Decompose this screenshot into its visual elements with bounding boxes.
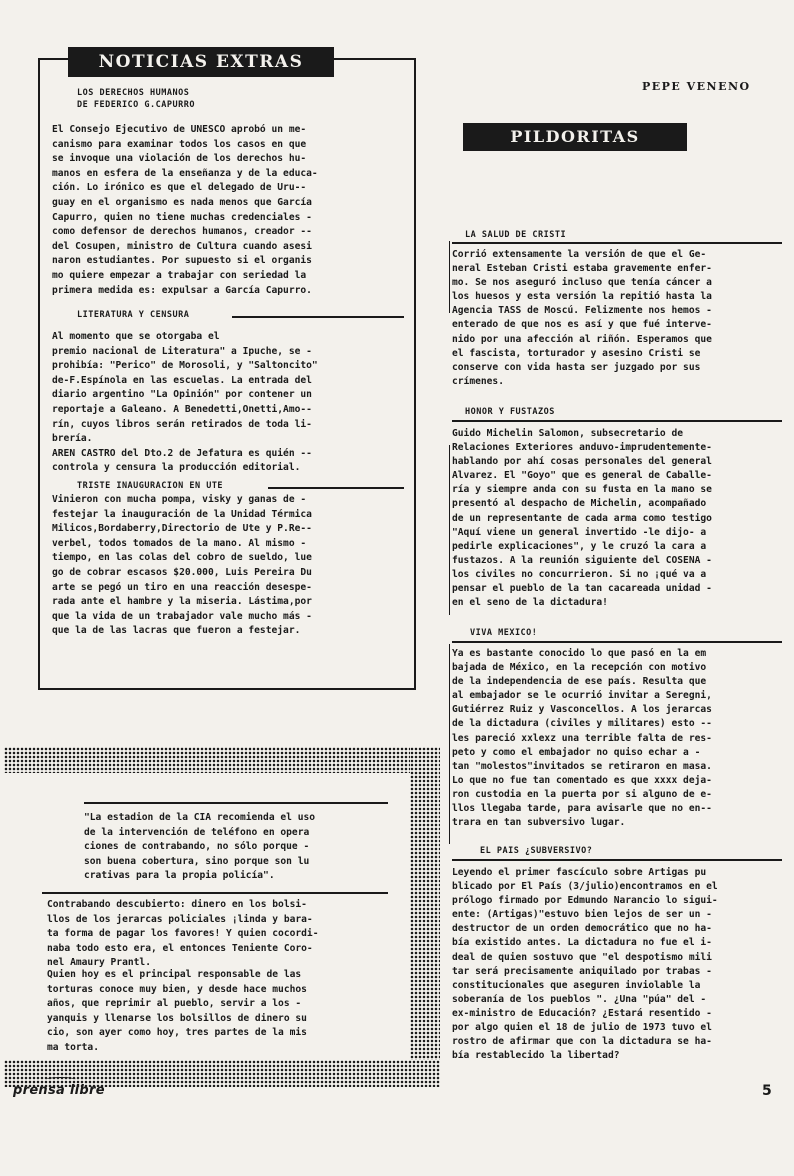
quote-rule-top xyxy=(84,802,388,804)
article1-title-line2: DE FEDERICO G.CAPURRO xyxy=(77,100,195,110)
article2-title: LITERATURA Y CENSURA xyxy=(77,310,190,320)
right-article1-rule xyxy=(452,242,782,244)
article2-body: Al momento que se otorgaba el premio nacional de Literatura" a Ipuche, se - prohibía: "Perico" de Morosoli, y "Saltoncito" de-F.Espínola en las escuelas. La entrada del diario argentino "La Opinión" por contener un reportaje a Galeano. A Benedetti,Onetti,Amo-- rín, cuyos libros serán retirados de toda li- brería. AREN CASTRO del Dto.2 de Jefatura es quién -- controla y censura la producción editorial. xyxy=(52,331,318,474)
torturas-paragraph: Quien hoy es el principal responsable de las torturas conoce muy bien, y desde hace muchos años, que reprimir al pueblo, servir a los - yanquis y llenarse los bolsillos de dinero su cio, son ayer como hoy, tres partes de la mis ma torta. xyxy=(47,969,307,1053)
right-article2-title: HONOR Y FUSTAZOS xyxy=(465,407,555,417)
halftone-border-right xyxy=(410,747,440,1087)
right-article1-body: Corrió extensamente la versión de que el Ge- neral Esteban Cristi estaba gravemente enfer- mo. Se nos aseguró incluso que tenía cáncer a los huesos y esta versión la repitió hasta la Agencia TASS de Moscú. Felizmente nos hemos - enterado de que nos es así y que fué interve- nido por una afección al riñón. Esperamos que el fascista, torturador y asesino Cristi se conserve con vida hasta ser juzgado por sus crímenes. xyxy=(452,249,712,387)
article1-title-line1: LOS DERECHOS HUMANOS xyxy=(77,88,190,98)
right-article2-body: Guido Michelin Salomon, subsecretario de Relaciones Exteriores anduvo-imprudentemente- hablando por ahí cosas personales del general Alvarez. El "Goyo" que es general de Caballe- ría y siempre anda con su fusta en la mano se presentó al despacho de Michelin, acompañado de un representante de cada arma como testigo "Aquí viene un general invertido -le dijo- a pedirle explicaciones", y le cruzó la cara a fustazos. A la reunión siguiente del COSENA - los civiles no concurrieron. Si no ¡qué va a pensar el pueblo de la tan cacareada unidad - en el seno de la dictadura! xyxy=(452,428,712,609)
right-article2-rule xyxy=(452,420,782,422)
noticias-banner: NOTICIAS EXTRAS xyxy=(68,47,334,77)
quote-rule-bottom xyxy=(42,892,388,894)
right-vrule-2 xyxy=(449,445,450,615)
cia-quote: "La estadion de la CIA recomienda el uso de la intervención de teléfono en opera ciones de contrabando, no sólo porque - son buena cobertura, sino porque son lu crativas para la propia policía". xyxy=(84,812,316,882)
article2-rule xyxy=(232,316,404,318)
right-article3-rule xyxy=(452,641,782,643)
article3-title: TRISTE INAUGURACION EN UTE xyxy=(77,481,224,491)
right-article4-rule xyxy=(452,859,782,861)
prensa-libre-logo: prensa libre xyxy=(13,1083,105,1098)
logo-swoosh-icon xyxy=(46,1077,76,1082)
byline: PEPE VENENO xyxy=(642,80,751,93)
halftone-border-top xyxy=(4,747,440,773)
right-vrule-1 xyxy=(449,241,450,313)
right-article4-title: EL PAIS ¿SUBVERSIVO? xyxy=(480,846,593,856)
article3-rule xyxy=(268,487,404,489)
right-article3-body: Ya es bastante conocido lo que pasó en la em bajada de México, en la recepción con motivo de la independencia de ese país. Resulta que al embajador se le ocurrió invitar a Seregni, Gutiérrez Ruiz y Vasconcellos. A los jerarcas de la dictadura (civiles y militares) esto -- les pareció xxlexz una terrible falta de res- peto y como el embajador no quiso echar a - tan "molestos"invitados se retiraron en masa. Lo que no fue tan comentado es que xxxx deja- ron custodia en la puerta por si alguno de e- llos llegaba tarde, para avisarle que no en-- trara en tan subversivo lugar. xyxy=(452,648,712,829)
article3-body: Vinieron con mucha pompa, visky y ganas de - festejar la inauguración de la Unidad Térmica Milicos,Bordaberry,Directorio de Ute y P.Re-- verbel, todos tomados de la mano. Al mismo - tiempo, en las colas del cobro de sueldo, lue go de cobrar escasos $20.000, Luis Pereira Du arte se pegó un tiro en una reacción desespe- rada ante el hambre y la miseria. Lástima,por que la vida de un trabajador vale mucho más - que la de las lacras que fueron a festejar. xyxy=(52,494,312,637)
contrabando-paragraph: Contrabando descubierto: dinero en los bolsi- llos de los jerarcas policiales ¡linda y bara- ta forma de pagar los favores! Y quien cocordi- naba todo esto era, el entonces Teniente Coro- nel Amaury Prantl. xyxy=(47,899,319,969)
right-vrule-3 xyxy=(449,644,450,844)
right-article3-title: VIVA MEXICO! xyxy=(470,628,538,638)
pildoritas-banner: PILDORITAS xyxy=(463,123,687,151)
right-article1-title: LA SALUD DE CRISTI xyxy=(465,230,567,240)
page-number: 5 xyxy=(762,1083,772,1099)
right-article4-body: Leyendo el primer fascículo sobre Artigas pu blicado por El País (3/julio)encontramos en el prólogo firmado por Edmundo Narancio lo sigui- ente: (Artigas)"estuvo bien lejos de ser un - destructor de un orden democrático que no ha- bía existido antes. La dictadura no fue el i- deal de quien sostuvo que "el despotismo mili tar será precisamente aniquilado por trabas - constitucionales que aseguren inviolable la soberanía de los pueblos ". ¿Una "púa" del - ex-ministro de Educación? ¿Estará resentido - por algo quien el 18 de julio de 1973 tuvo el rostro de afirmar que con la dictadura se ha- bía restablecido la libertad? xyxy=(452,867,718,1062)
article1-body: El Consejo Ejecutivo de UNESCO aprobó un me- canismo para examinar todos los casos en que se invoque una violación de los derechos hu- manos en esfera de la enseñanza y de la educa- ción. Lo irónico es que el delegado de Uru-- guay en el organismo es nada menos que García Capurro, quien no tiene muchas credenciales - como defensor de derechos humanos, creador -- del Cosupen, ministro de Cultura cuando asesi naron estudiantes. Por supuesto si el organis mo quiere empezar a trabajar con seriedad la primera medida es: expulsar a García Capurro. xyxy=(52,124,318,296)
